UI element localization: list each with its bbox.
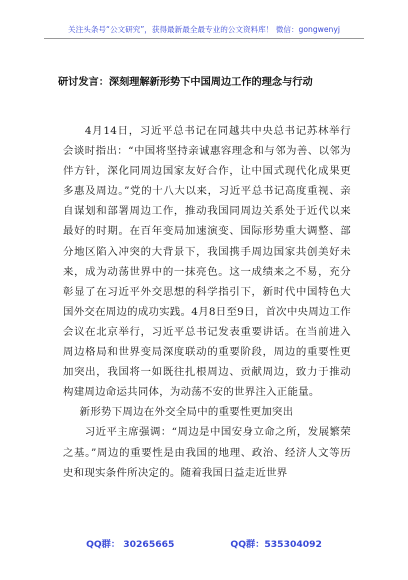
header-divider: [44, 38, 364, 39]
footer-qq-group-1: QQ群： 30265665: [86, 539, 175, 550]
section-subheading: 新形势下周边在外交全局中的重要性更加突出: [79, 406, 294, 419]
watermark-footer: [0, 536, 408, 550]
body-paragraph: 习近平主席强调：“周边是中国安身立命之所，发展繁荣之基。”周边的重要性是由我国的地理、政治、经济人文等历史和现实条件所决定的。随着我国日益走近世界: [63, 426, 351, 479]
watermark-header: 关注头条号“公文研究”，获得最新最全最专业的公文资料库！ 微信：gongwenyj: [68, 25, 340, 34]
document-body: [63, 121, 351, 483]
footer-qq-group-2: QQ群：535304092: [230, 539, 322, 550]
document-title: 研讨发言：深刻理解新形势下中国周边工作的理念与行动: [58, 76, 313, 88]
body-paragraph: 4月14日，习近平总书记在同越共中央总书记苏林举行会谈时指出：“中国将坚持亲诚惠容理念和与邻为善、以邻为伴方针，深化同周边国家友好合作，让中国式现代化成果更多惠及周边。”党的十八大以来，习近平总书记高度重视、亲自谋划和部署周边工作，推动我国同周边关系处于近代以来最好的时期。在百年变局加速演变、国际形势重大调整、部分地区陷入冲突的大背景下，我国携手周边国家共创美好未来，成为动荡世界中的一抹亮色。这一成绩来之不易，充分彰显了在习近平外交思想的科学指引下，新时代中国特色大国外交在周边的成功实践。4月8日至9日，首次中央周边工作会议在北京举行，习近平总书记发表重要讲话。在当前进入周边格局和世界变局深度联动的重要阶段，周边的重要性更加突出，我国将一如既往扎根周边、贡献周边，致力于推动构建周边命运共同体，为动荡不安的世界注入正能量。: [63, 125, 351, 399]
